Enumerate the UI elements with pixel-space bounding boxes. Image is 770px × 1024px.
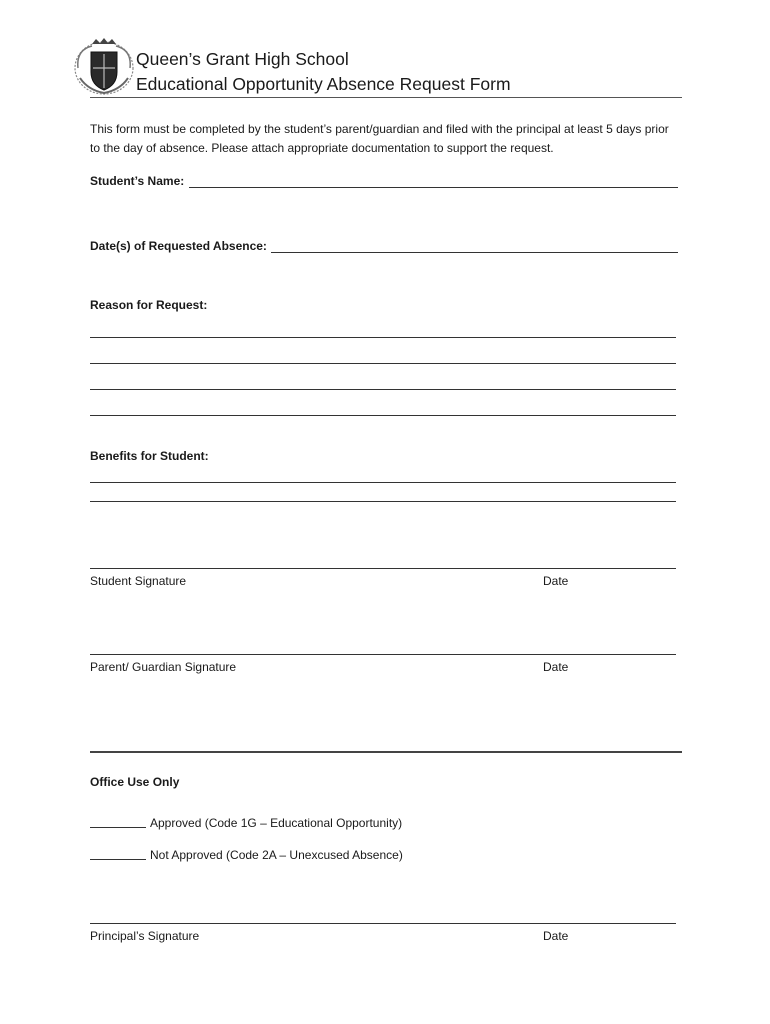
student-name-field[interactable]	[189, 187, 678, 188]
dates-label: Date(s) of Requested Absence:	[90, 239, 267, 253]
header-rule	[90, 97, 682, 98]
approved-option	[90, 816, 402, 830]
student-date-label: Date	[543, 574, 569, 588]
benefits-label: Benefits for Student:	[90, 449, 209, 463]
not-approved-text: Not Approved (Code 2A – Unexcused Absence)	[150, 848, 403, 862]
reason-line-2[interactable]	[90, 363, 676, 364]
office-use-heading: Office Use Only	[90, 775, 180, 789]
reason-label: Reason for Request:	[90, 298, 208, 312]
reason-line-1[interactable]	[90, 337, 676, 338]
reason-line-4[interactable]	[90, 415, 676, 416]
benefits-line-2[interactable]	[90, 501, 676, 502]
principal-date-label: Date	[543, 929, 569, 943]
student-signature-label: Student Signature	[90, 574, 187, 588]
not-approved-blank[interactable]	[90, 849, 146, 860]
school-crest-icon	[72, 38, 136, 96]
principal-signature-line[interactable]	[90, 923, 676, 924]
student-name-label: Student’s Name:	[90, 174, 185, 188]
parent-signature-label: Parent/ Guardian Signature	[90, 660, 237, 674]
benefits-line-1[interactable]	[90, 482, 676, 483]
approved-text: Approved (Code 1G – Educational Opportunity)	[150, 816, 403, 830]
office-divider	[90, 751, 682, 753]
parent-date-label: Date	[543, 660, 569, 674]
student-signature-line[interactable]	[90, 568, 676, 569]
dates-field[interactable]	[271, 252, 678, 253]
approved-blank[interactable]	[90, 817, 146, 828]
principal-signature-label: Principal’s Signature	[90, 929, 200, 943]
reason-line-3[interactable]	[90, 389, 676, 390]
form-title: Educational Opportunity Absence Request Form	[136, 74, 511, 94]
intro-text: This form must be completed by the student’s parent/guardian and filed with the principal at least 5 days prior to the day of absence. Please attach appropriate documentation to support the request.	[90, 122, 669, 155]
not-approved-option	[90, 848, 403, 862]
parent-signature-line[interactable]	[90, 654, 676, 655]
school-name: Queen’s Grant High School	[136, 49, 349, 69]
